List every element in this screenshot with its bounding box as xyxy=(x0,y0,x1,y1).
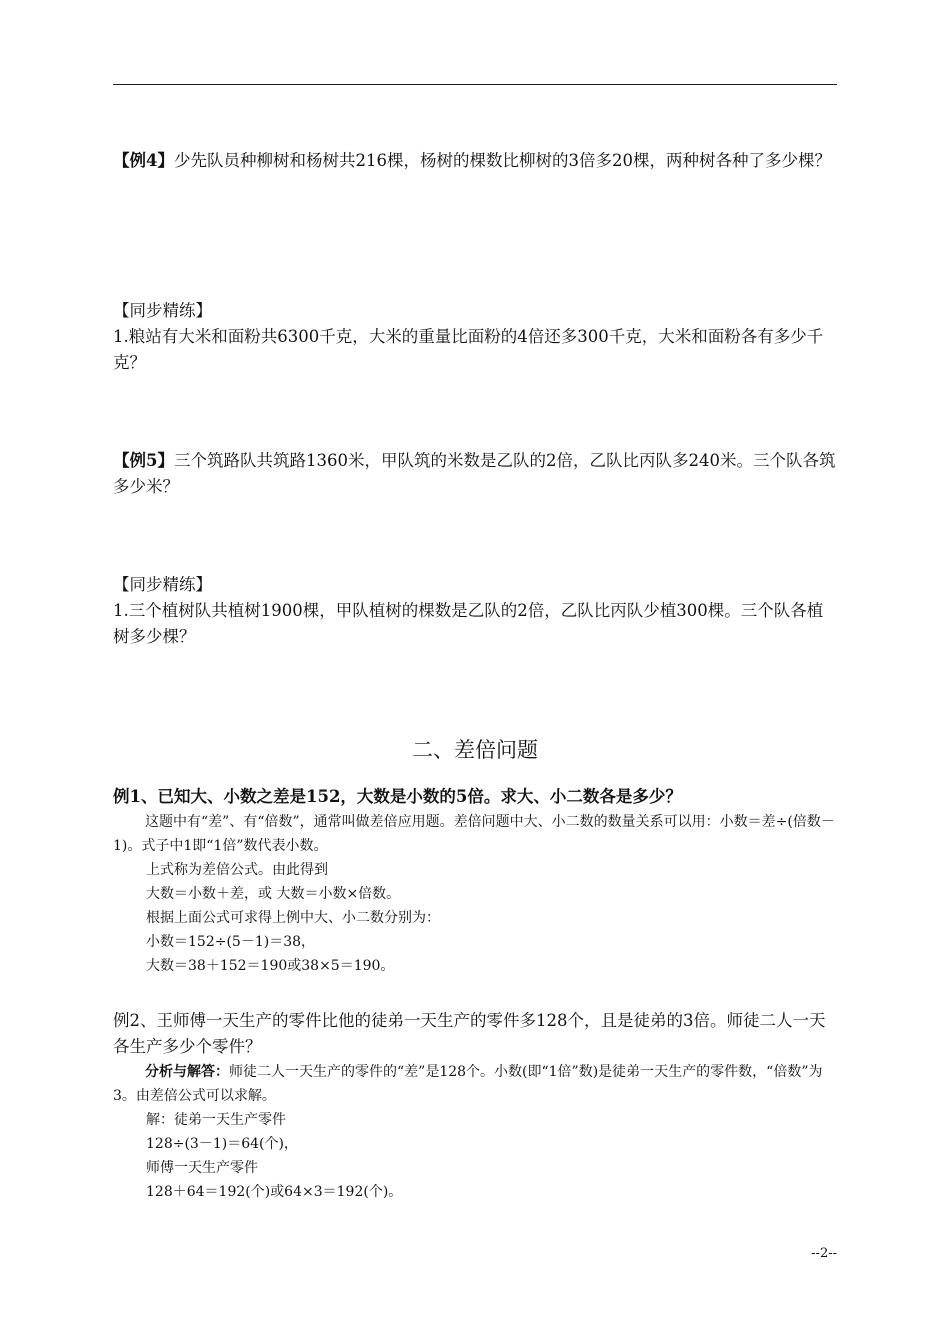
diff-example-1-line: 上式称为差倍公式。由此得到 xyxy=(146,862,328,878)
practice-1-text: 1.粮站有大米和面粉共6300千克，大米的重量比面粉的4倍还多300千克，大米和面粉各有多少千克？ xyxy=(113,327,824,372)
diff-example-2-line: 128＋64＝192(个)或64×3＝192(个)。 xyxy=(146,1184,403,1200)
example-5-text: 三个筑路队共筑路1360米，甲队筑的米数是乙队的2倍，乙队比丙队多240米。三个队各筑多少米？ xyxy=(113,451,836,496)
analysis-text: 师徒二人一天生产的零件的“差”是128个。小数(即“1倍”数)是徒弟一天生产的零件数，“倍数”为3。由差倍公式可以求解。 xyxy=(113,1064,823,1104)
page-number: --2-- xyxy=(811,1246,837,1261)
diff-example-1-line: 大数＝38＋152＝190或38×5＝190。 xyxy=(146,958,395,974)
diff-example-2 xyxy=(113,1008,839,1204)
example-4-tag: 【例4】 xyxy=(113,151,174,170)
practice-2-heading: 【同步精练】 xyxy=(113,575,212,594)
diff-example-1-line: 小数＝152÷(5－1)＝38， xyxy=(146,934,316,950)
diff-example-2-question: 例2、王师傅一天生产的零件比他的徒弟一天生产的零件多128个，且是徒弟的3倍。师徒二人一天各生产多少个零件？ xyxy=(113,1011,826,1056)
diff-example-1 xyxy=(113,784,839,978)
example-4 xyxy=(113,148,839,174)
example-4-text: 少先队员种柳树和杨树共216棵，杨树的棵数比柳树的3倍多20棵，两种树各种了多少棵？ xyxy=(173,151,831,170)
analysis-label: 分析与解答： xyxy=(145,1064,229,1080)
practice-2 xyxy=(113,572,839,650)
diff-example-1-question: 例1、已知大、小数之差是152，大数是小数的5倍。求大、小二数各是多少？ xyxy=(113,787,682,806)
header-rule xyxy=(113,84,837,85)
practice-2-text: 1.三个植树队共植树1900棵，甲队植树的棵数是乙队的2倍，乙队比丙队少植300棵。三个队各植树多少棵？ xyxy=(113,601,824,646)
diff-example-1-explain: 这题中有“差”、有“倍数”，通常叫做差倍应用题。差倍问题中大、小二数的数量关系可以用：小数＝差÷(倍数－1)。式子中1即“1倍”数代表小数。 xyxy=(113,814,835,854)
example-5 xyxy=(113,448,839,500)
diff-example-2-line: 师傅一天生产零件 xyxy=(146,1160,258,1176)
section-title: 二、差倍问题 xyxy=(412,738,538,762)
diff-example-2-line: 解：徒弟一天生产零件 xyxy=(146,1112,286,1128)
diff-example-2-line: 128÷(3－1)＝64(个)， xyxy=(146,1136,298,1152)
diff-example-1-line: 大数＝小数＋差，或 大数＝小数×倍数。 xyxy=(146,886,401,902)
practice-1 xyxy=(113,298,839,376)
diff-example-1-line: 根据上面公式可求得上例中大、小二数分别为： xyxy=(146,910,440,926)
practice-1-heading: 【同步精练】 xyxy=(113,301,212,320)
example-5-tag: 【例5】 xyxy=(113,451,174,470)
